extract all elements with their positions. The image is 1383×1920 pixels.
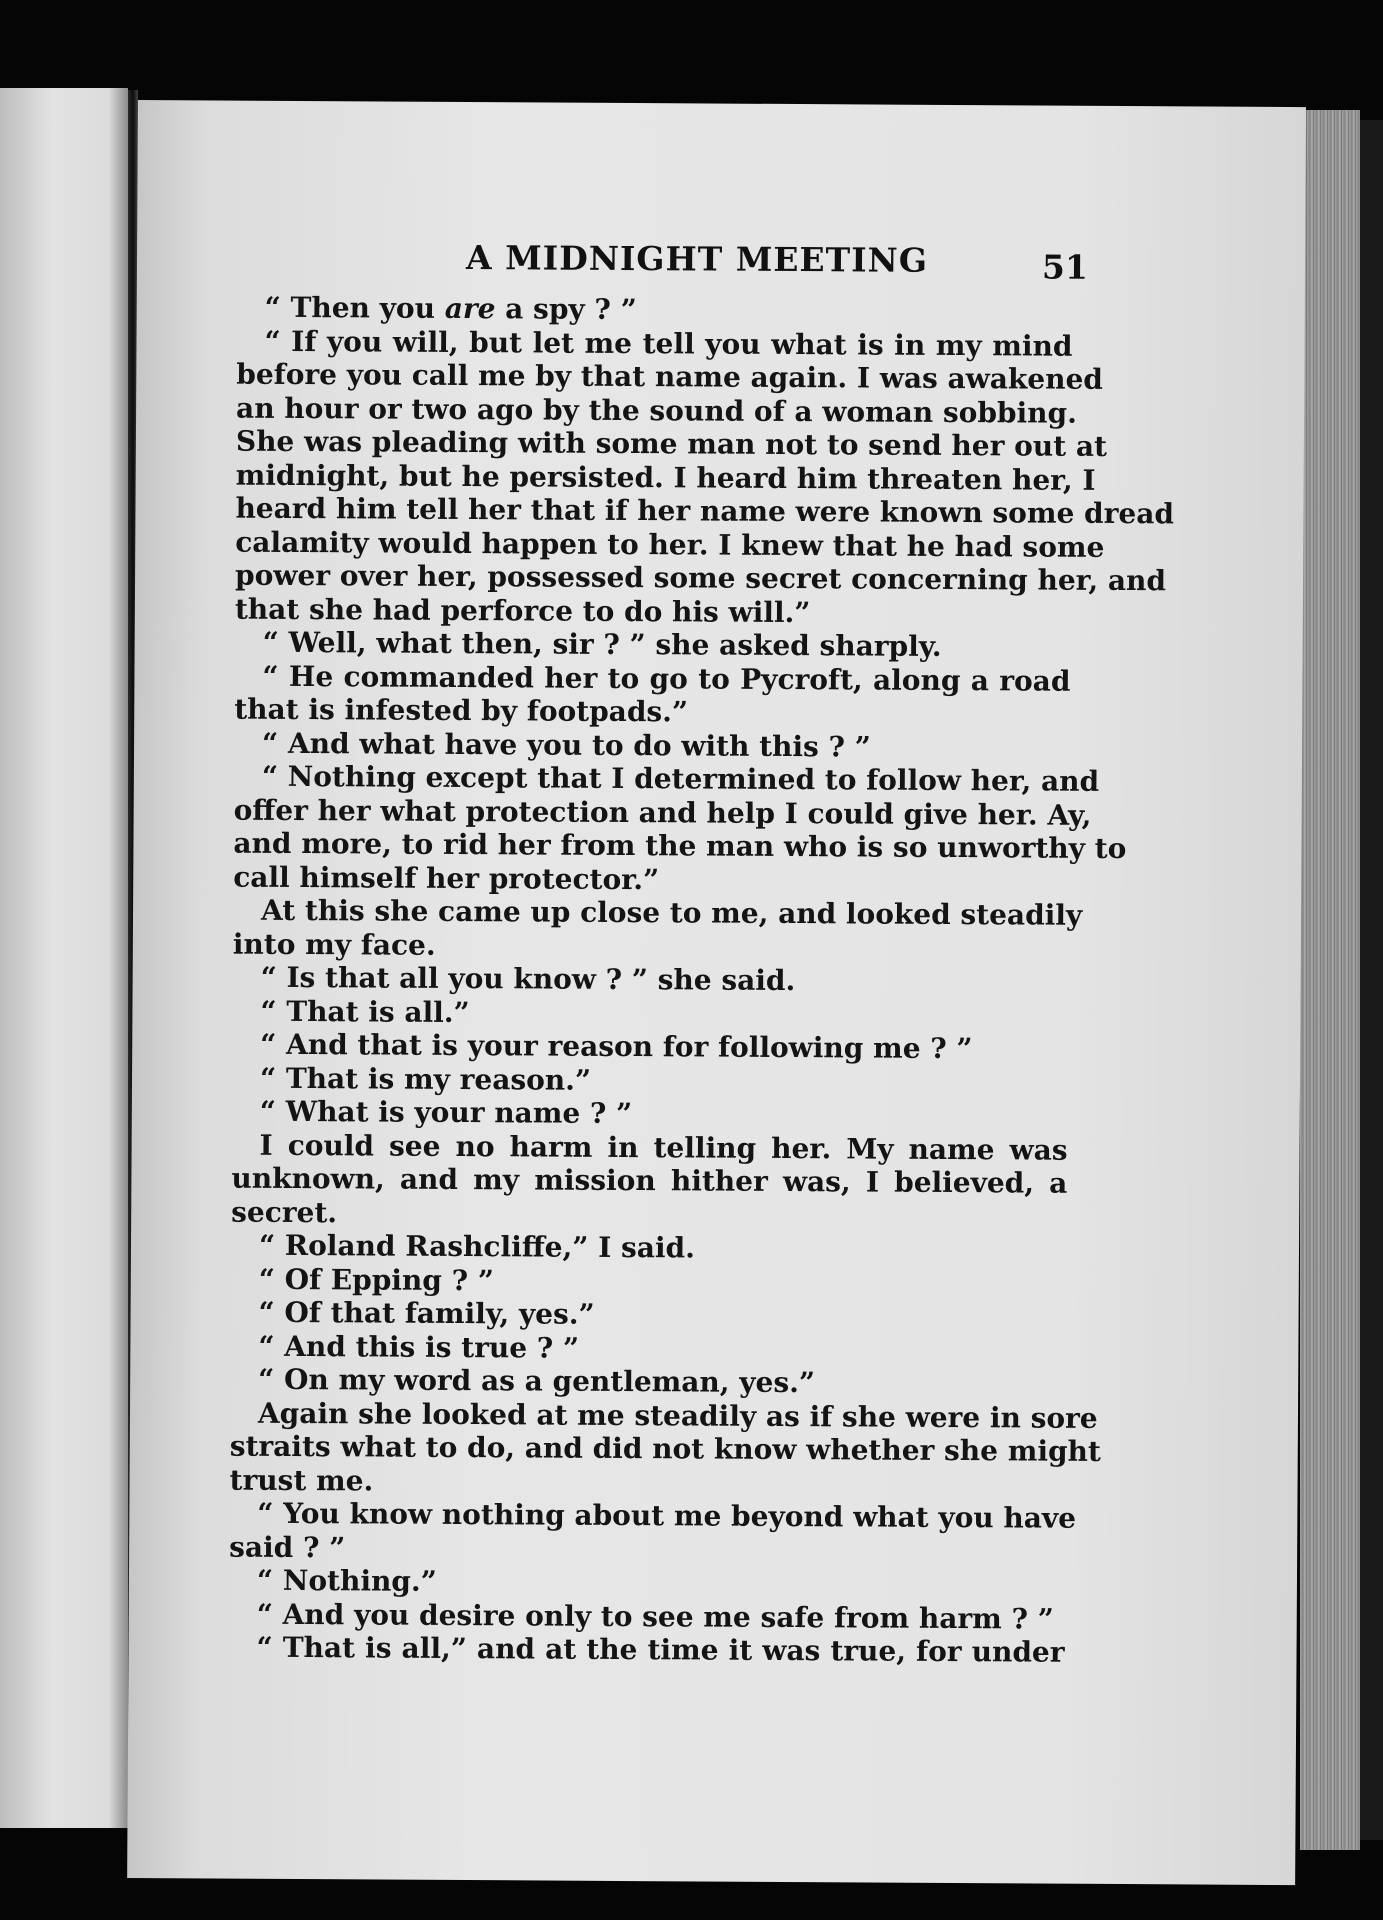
text-line: “ Of that family, yes.” [258, 1295, 595, 1331]
text-line: “ Well, what then, sir ? ” she asked sharply. [262, 625, 942, 663]
text-line: said ? ” [229, 1530, 346, 1564]
text-line: “ And this is true ? ” [258, 1329, 580, 1365]
text-run: “ Then you [264, 290, 445, 325]
facing-page-edge [0, 88, 128, 1828]
text-line: trust me. [229, 1463, 374, 1497]
text-line: “ That is my reason.” [259, 1061, 592, 1097]
text-line: I could see no harm in telling her. My name was [259, 1128, 1068, 1167]
text-line: “ He commanded her to go to Pycroft, along a road [262, 659, 1071, 698]
scan-background-edge [1360, 120, 1383, 1840]
text-line: “ And you desire only to see me safe from harm ? ” [256, 1597, 1054, 1636]
text-line: Again she looked at me steadily as if she were in sore [257, 1396, 1098, 1435]
text-line: “ If you will, but let me tell you what is in my mind [264, 324, 1073, 363]
text-line: She was pleading with some man not to send her out at [235, 424, 1108, 463]
text-line: “ Nothing.” [256, 1563, 437, 1598]
text-line: offer her what protection and help I could give her. Ay, [233, 793, 1092, 832]
text-line: into my face. [232, 927, 436, 962]
text-line: straits what to do, and did not know whether she might [229, 1429, 1102, 1468]
text-line: that is infested by footpads.” [234, 692, 689, 729]
text-line: an hour or two ago by the sound of a woman sobbing. [236, 391, 1077, 430]
page-number: 51 [1041, 247, 1089, 287]
text-line [237, 291, 1073, 330]
text-run: a spy ? ” [495, 292, 637, 327]
text-line: power over her, possessed some secret concerning her, and [234, 558, 1167, 598]
text-line: midnight, but he persisted. I heard him threaten her, I [235, 458, 1096, 497]
text-line: “ Roland Rashcliffe,” I said. [258, 1228, 695, 1265]
text-line: secret. [231, 1195, 338, 1229]
book-page [127, 100, 1306, 1885]
text-line: “ And what have you to do with this ? ” [261, 726, 871, 763]
text-line: “ What is your name ? ” [259, 1094, 633, 1131]
text-line: that she had perforce to do his will.” [234, 592, 811, 629]
text-line: “ That is all,” and at the time it was true, for under [256, 1630, 1065, 1669]
text-line: “ You know nothing about me beyond what you have [257, 1496, 1077, 1535]
text-line: heard him tell her that if her name were known some dread [235, 491, 1175, 531]
text-line: “ That is all.” [260, 994, 470, 1029]
text-line: “ On my word as a gentleman, yes.” [258, 1362, 816, 1400]
text-line: “ Nothing except that I determined to follow her, and [261, 759, 1100, 798]
text-line: “ And that is your reason for following me ? ” [260, 1027, 973, 1066]
text-line: call himself her protector.” [233, 860, 660, 896]
text-line: At this she came up close to me, and looked steadily [260, 893, 1083, 932]
text-line: unknown, and my mission hither was, I believed, a [231, 1161, 1068, 1200]
emphasis-text: are [444, 291, 496, 326]
body-text [228, 290, 1175, 1670]
running-title: A MIDNIGHT MEETING [465, 238, 929, 280]
text-line: calamity would happen to her. I knew that he had some [235, 525, 1105, 564]
page-stack-edge [1300, 110, 1360, 1850]
text-line: and more, to rid her from the man who is so unworthy to [233, 826, 1127, 866]
text-line: before you call me by that name again. I was awakened [236, 357, 1104, 396]
text-line: “ Is that all you know ? ” she said. [260, 960, 796, 998]
text-line: “ Of Epping ? ” [258, 1262, 495, 1297]
